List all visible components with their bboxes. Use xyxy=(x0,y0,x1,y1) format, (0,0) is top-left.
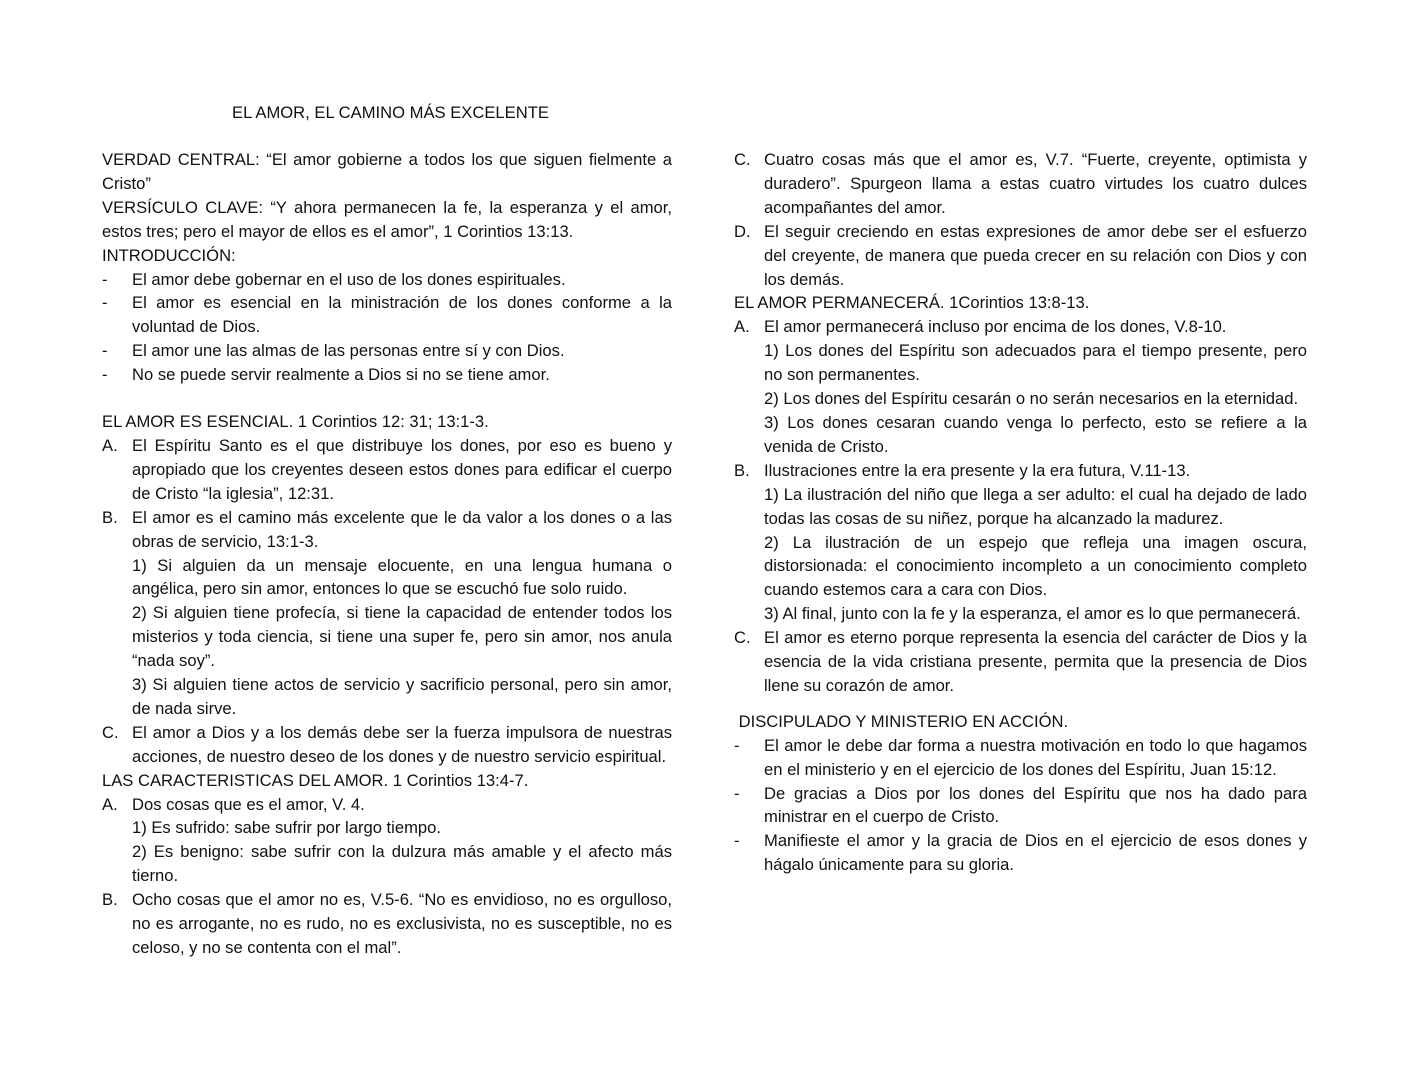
sub-point: 2) Si alguien tiene profecía, si tiene la capacidad de entender todos los misterios y toda ciencia, si tiene una super fe, pero sin amor, nos anula “nada soy”. xyxy=(132,603,672,671)
item-text: Cuatro cosas más que el amor es, V.7. “Fuerte, creyente, optimista y duradero”. Spurgeon llama a estas cuatro virtudes los cuatro dulces acompañantes del amor. xyxy=(764,150,1307,217)
item-marker: A. xyxy=(102,794,118,814)
spacer xyxy=(102,387,672,410)
item-text: El Espíritu Santo es el que distribuye los dones, por eso es bueno y apropiado que los creyentes deseen estos dones para edificar el cuerpo de Cristo “la iglesia”, 12:31. xyxy=(132,435,672,503)
outline-item xyxy=(102,793,672,817)
sub-point: 3) Los dones cesaran cuando venga lo perfecto, esto se refiere a la venida de Cristo. xyxy=(764,412,1307,456)
section-heading-discipleship: DISCIPULADO Y MINISTERIO EN ACCIÓN. xyxy=(734,711,1069,731)
sub-point: 2) Es benigno: sabe sufrir con la dulzura más amable y el afecto más tierno. xyxy=(132,842,672,886)
action-item xyxy=(734,829,1307,877)
outline-item xyxy=(734,315,1307,339)
item-marker: D. xyxy=(734,221,751,241)
sub-point: 2) Los dones del Espíritu cesarán o no serán necesarios en la eternidad. xyxy=(764,389,1299,409)
item-marker: C. xyxy=(734,150,751,169)
left-column xyxy=(102,148,672,960)
intro-item-text: El amor es esencial en la ministración de los dones conforme a la voluntad de Dios. xyxy=(132,293,672,337)
action-item-text: El amor le debe dar forma a nuestra motivación en todo lo que hagamos en el ministerio y en el ejercicio de los dones del Espíritu, Juan 15:12. xyxy=(764,735,1307,779)
item-marker: B. xyxy=(102,507,118,527)
item-marker: C. xyxy=(734,628,751,648)
sub-point: 2) La ilustración de un espejo que refleja una imagen oscura, distorsionada: el conocimiento incompleto a un conocimiento completo cuando estemos cara a cara con Dios. xyxy=(764,532,1307,600)
sub-point: 1) Los dones del Espíritu son adecuados para el tiempo presente, pero no son permanentes. xyxy=(764,341,1307,385)
intro-item xyxy=(102,363,672,387)
bullet-marker: - xyxy=(102,293,108,313)
item-text: El amor es el camino más excelente que le da valor a los dones o a las obras de servicio, 13:1-3. xyxy=(132,507,672,551)
sub-point: 1) Es sufrido: sabe sufrir por largo tiempo. xyxy=(132,818,441,838)
action-item xyxy=(734,734,1307,782)
sub-point: 1) Si alguien da un mensaje elocuente, en una lengua humana o angélica, pero sin amor, entonces lo que se escuchó fue solo ruido. xyxy=(132,555,672,599)
item-text: Ocho cosas que el amor no es, V.5-6. “No es envidioso, no es orgulloso, no es arrogante, no es rudo, no es exclusivista, no es susceptible, no es celoso, y no se contenta con el mal”. xyxy=(132,890,672,957)
item-marker: A. xyxy=(102,435,118,455)
item-marker: B. xyxy=(102,890,118,910)
item-text: Dos cosas que es el amor, V. 4. xyxy=(132,794,365,814)
bullet-marker: - xyxy=(734,735,740,755)
item-marker: B. xyxy=(734,460,750,480)
central-truth: VERDAD CENTRAL: “El amor gobierne a todos los que siguen fielmente a Cristo” xyxy=(102,150,672,193)
intro-item-text: El amor debe gobernar en el uso de los dones espirituales. xyxy=(132,269,566,289)
outline-item xyxy=(102,721,672,769)
bullet-marker: - xyxy=(102,341,108,361)
right-column xyxy=(734,148,1307,877)
outline-item xyxy=(734,220,1307,292)
intro-item xyxy=(102,268,672,292)
sub-point: 3) Si alguien tiene actos de servicio y sacrificio personal, pero sin amor, de nada sirve. xyxy=(132,675,672,718)
spacer xyxy=(734,698,1307,710)
item-text: El seguir creciendo en estas expresiones de amor debe ser el esfuerzo del creyente, de manera que pueda crecer en su relación con Dios y con los demás. xyxy=(764,221,1307,289)
outline-item xyxy=(102,506,672,554)
bullet-marker: - xyxy=(102,269,108,289)
section-heading-characteristics: LAS CARACTERISTICAS DEL AMOR. 1 Corintios 13:4-7. xyxy=(102,770,529,790)
section-heading-permanence: EL AMOR PERMANECERÁ. 1Corintios 13:8-13. xyxy=(734,293,1090,313)
item-text: Ilustraciones entre la era presente y la era futura, V.11-13. xyxy=(764,460,1191,480)
item-text: El amor permanecerá incluso por encima de los dones, V.8-10. xyxy=(764,317,1227,337)
outline-item xyxy=(102,888,672,960)
intro-item-text: No se puede servir realmente a Dios si no se tiene amor. xyxy=(132,365,550,385)
item-text: El amor a Dios y a los demás debe ser la fuerza impulsora de nuestras acciones, de nuestro deseo de los dones y de nuestro servicio espiritual. xyxy=(132,722,672,766)
intro-item xyxy=(102,291,672,339)
document-title: EL AMOR, EL CAMINO MÁS EXCELENTE xyxy=(232,103,549,122)
intro-heading: INTRODUCCIÓN: xyxy=(102,245,236,265)
bullet-marker: - xyxy=(734,783,740,803)
section-heading-essential: EL AMOR ES ESENCIAL. 1 Corintios 12: 31; 13:1-3. xyxy=(102,412,489,432)
sub-point: 1) La ilustración del niño que llega a ser adulto: el cual ha dejado de lado todas las cosas de su niñez, porque ha alcanzado la madurez. xyxy=(764,484,1307,528)
intro-item xyxy=(102,339,672,363)
bullet-marker: - xyxy=(102,365,108,385)
intro-item-text: El amor une las almas de las personas entre sí y con Dios. xyxy=(132,341,565,361)
outline-item xyxy=(102,434,672,506)
action-item xyxy=(734,782,1307,830)
action-item-text: Manifieste el amor y la gracia de Dios en el ejercicio de esos dones y hágalo únicamente para su gloria. xyxy=(764,831,1307,875)
sub-point: 3) Al final, junto con la fe y la esperanza, el amor es lo que permanecerá. xyxy=(764,604,1301,624)
outline-item xyxy=(734,626,1307,698)
bullet-marker: - xyxy=(734,831,740,851)
item-marker: C. xyxy=(102,722,119,742)
outline-item xyxy=(734,459,1307,483)
action-item-text: De gracias a Dios por los dones del Espíritu que nos ha dado para ministrar en el cuerpo de Cristo. xyxy=(764,783,1307,827)
item-marker: A. xyxy=(734,317,750,337)
key-verse: VERSÍCULO CLAVE: “Y ahora permanecen la fe, la esperanza y el amor, estos tres; pero el mayor de ellos es el amor”, 1 Corintios 13:13. xyxy=(102,197,672,241)
outline-item xyxy=(734,148,1307,220)
item-text: El amor es eterno porque representa la esencia del carácter de Dios y la esencia de la vida cristiana presente, permita que la presencia de Dios llene su corazón de amor. xyxy=(764,628,1307,695)
